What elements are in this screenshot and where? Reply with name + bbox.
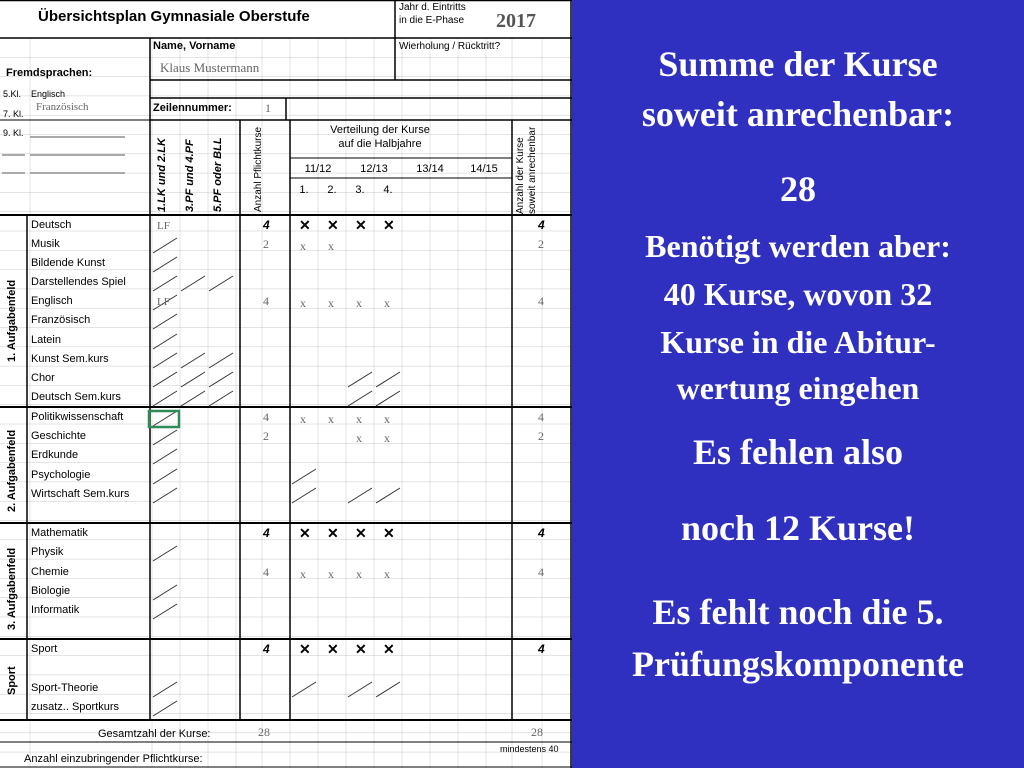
semester-mark[interactable]: ✕	[355, 641, 367, 657]
col-pf5-header: 5.PF oder BLL	[212, 137, 224, 212]
semester-mark[interactable]: x	[328, 412, 334, 426]
required-count: 4	[263, 526, 270, 540]
field-label-3: 3. Aufgabenfeld	[6, 547, 18, 630]
countable-count: 4	[538, 642, 545, 656]
grid-line	[348, 372, 372, 387]
summary-line-10: Prüfungskomponente	[631, 644, 965, 684]
grid-line	[292, 488, 316, 503]
row-number-value[interactable]: 1	[265, 101, 271, 115]
subject-name: Französisch	[31, 314, 91, 326]
required-count: 4	[263, 642, 270, 656]
mandatory-label: Anzahl einzubringender Pflichtkurse:	[24, 753, 203, 765]
grid-line	[376, 372, 400, 387]
subject-name: Physik	[31, 546, 64, 558]
subject-name: Latein	[31, 334, 61, 346]
semester-mark[interactable]: ✕	[327, 217, 339, 233]
required-count: 4	[263, 410, 269, 424]
grid-line	[153, 372, 177, 387]
subject-name: Mathematik	[31, 527, 88, 539]
summary-line-8: noch 12 Kurse!	[681, 508, 915, 548]
subject-name: Politikwissenschaft	[31, 411, 124, 423]
semester-mark[interactable]: x	[356, 431, 362, 445]
name-label: Name, Vorname	[153, 40, 236, 52]
countable-count: 4	[538, 526, 545, 540]
entry-year-value[interactable]: 2017	[496, 10, 536, 32]
languages-label: Fremdsprachen:	[6, 67, 93, 79]
year-11-12: 11/12	[304, 163, 332, 175]
repeat-label: Wierholung / Rücktritt?	[399, 41, 501, 52]
col-lk-header: 1.LK und 2.LK	[156, 138, 168, 212]
semester-mark[interactable]: ✕	[383, 525, 395, 541]
field-label-1: 1. Aufgabenfeld	[6, 279, 18, 362]
summary-line-6: wertung eingehen	[676, 370, 920, 406]
sheet-title: Übersichtsplan Gymnasiale Oberstufe	[38, 8, 310, 25]
semester-mark[interactable]: x	[300, 239, 306, 253]
subject-name: Musik	[31, 238, 60, 250]
lk-marker[interactable]: LF	[157, 220, 170, 232]
countable-count: 4	[538, 410, 544, 424]
subject-name: Bildende Kunst	[31, 257, 105, 269]
countable-count: 4	[538, 218, 545, 232]
lang-7-label: 7. Kl.	[3, 109, 24, 119]
semester-mark[interactable]: ✕	[299, 525, 311, 541]
semester-mark[interactable]: x	[328, 239, 334, 253]
semester-mark[interactable]: x	[384, 412, 390, 426]
semester-mark[interactable]: x	[356, 567, 362, 581]
grid-line	[348, 391, 372, 406]
grid-line	[209, 353, 233, 368]
subject-name: Biologie	[31, 585, 71, 597]
countable-count: 4	[538, 565, 544, 579]
entry-year-label-2: in die E-Phase	[399, 15, 465, 26]
semester-2: 2.	[327, 184, 337, 196]
countable-count: 2	[538, 429, 544, 443]
grid-line	[209, 391, 233, 406]
subject-name: Sport	[31, 643, 58, 655]
subject-name: Deutsch Sem.kurs	[31, 391, 121, 403]
required-count: 2	[263, 429, 269, 443]
grid-line	[153, 449, 177, 464]
lang-5-value[interactable]: Englisch	[31, 89, 66, 99]
semester-mark[interactable]: x	[328, 567, 334, 581]
subject-name: Wirtschaft Sem.kurs	[31, 488, 130, 500]
subject-name: Sport-Theorie	[31, 682, 99, 694]
required-count: 4	[263, 565, 269, 579]
semester-mark[interactable]: ✕	[355, 217, 367, 233]
semester-mark[interactable]: x	[384, 431, 390, 445]
grid-line	[348, 488, 372, 503]
grid-line	[153, 353, 177, 368]
summary-count: 28	[780, 169, 816, 209]
total-required: 28	[258, 725, 270, 739]
minimum-label: mindestens 40	[500, 744, 559, 754]
grid-line	[153, 238, 177, 253]
semester-1: 1.	[299, 184, 309, 196]
lang-9-label: 9. Kl.	[3, 128, 24, 138]
semester-mark[interactable]: ✕	[299, 217, 311, 233]
summary-panel	[572, 0, 1024, 768]
summary-line-5: Kurse in die Abitur-	[660, 324, 936, 360]
semester-mark[interactable]: ✕	[299, 641, 311, 657]
required-count: 4	[263, 218, 270, 232]
summary-line-9: Es fehlt noch die 5.	[652, 592, 944, 632]
semester-mark[interactable]: x	[300, 296, 306, 310]
entry-year-label-1: Jahr d. Eintritts	[399, 2, 466, 13]
lk-marker[interactable]: LF	[157, 296, 170, 308]
grid-line	[348, 682, 372, 697]
summary-line-3: Benötigt werden aber:	[645, 228, 951, 264]
grid-line	[153, 682, 177, 697]
semester-mark[interactable]: ✕	[327, 525, 339, 541]
grid-line	[153, 314, 177, 329]
lang-7-value[interactable]: Französisch	[36, 101, 89, 113]
semester-mark[interactable]: x	[384, 296, 390, 310]
grid-line	[181, 353, 205, 368]
subject-name: Chemie	[31, 566, 69, 578]
semester-mark[interactable]: x	[384, 567, 390, 581]
semester-mark[interactable]: ✕	[355, 525, 367, 541]
grid-line	[292, 682, 316, 697]
grid-line	[153, 391, 177, 406]
subject-name: Erdkunde	[31, 449, 79, 461]
semester-mark[interactable]: ✕	[327, 641, 339, 657]
semester-4: 4.	[383, 184, 393, 196]
countable-count: 2	[538, 237, 544, 251]
row-number-label: Zeilennummer:	[153, 102, 232, 114]
summary-line-2: soweit anrechenbar:	[641, 94, 955, 134]
semester-mark[interactable]: x	[328, 296, 334, 310]
grid-line	[376, 391, 400, 406]
subject-name: Englisch	[31, 295, 73, 307]
subject-name: Chor	[31, 372, 55, 384]
grid-line	[209, 372, 233, 387]
total-label: Gesamtzahl der Kurse:	[98, 728, 211, 740]
subject-name: zusatz.. Sportkurs	[31, 701, 120, 713]
subject-name: Psychologie	[31, 469, 91, 481]
semester-mark[interactable]: x	[356, 296, 362, 310]
subject-name: Informatik	[31, 604, 80, 616]
semester-mark[interactable]: ✕	[383, 641, 395, 657]
distribution-line-1: Verteilung der Kurse	[330, 124, 430, 136]
year-14-15: 14/15	[470, 163, 498, 175]
summary-line-1: Summe der Kurse	[658, 44, 938, 84]
grid-line	[153, 430, 177, 445]
lang-5-label: 5.Kl.	[3, 89, 22, 99]
semester-mark[interactable]: ✕	[383, 217, 395, 233]
required-count: 2	[263, 237, 269, 251]
col-pf-header: 3.PF und 4.PF	[184, 139, 196, 212]
subject-name: Deutsch	[31, 219, 72, 231]
col-countable-header: Anzahl der Kurse soweit anrechenbar	[515, 126, 538, 214]
distribution-line-2: auf die Halbjahre	[338, 138, 422, 150]
field-label-sport: Sport	[6, 666, 18, 695]
subject-name: Darstellendes Spiel	[31, 276, 126, 288]
name-value[interactable]: Klaus Mustermann	[160, 60, 260, 75]
countable-count: 4	[538, 294, 544, 308]
semester-3: 3.	[355, 184, 365, 196]
grid-line	[376, 488, 400, 503]
field-label-2: 2. Aufgabenfeld	[6, 429, 18, 512]
grid-line	[153, 546, 177, 561]
year-12-13: 12/13	[360, 163, 388, 175]
total-countable: 28	[531, 725, 543, 739]
summary-line-4: 40 Kurse, wovon 32	[663, 276, 933, 312]
subject-name: Geschichte	[31, 430, 87, 442]
required-count: 4	[263, 294, 269, 308]
semester-mark[interactable]: x	[356, 412, 362, 426]
semester-mark[interactable]: x	[300, 412, 306, 426]
summary-line-7: Es fehlen also	[692, 432, 904, 472]
col-required-header: Anzahl Pflichtkurse	[253, 126, 264, 212]
semester-mark[interactable]: x	[300, 567, 306, 581]
grid-line	[181, 391, 205, 406]
grid-line	[376, 682, 400, 697]
grid-line	[181, 372, 205, 387]
subject-name: Kunst Sem.kurs	[31, 353, 109, 365]
grid-line	[153, 488, 177, 503]
year-13-14: 13/14	[416, 163, 444, 175]
